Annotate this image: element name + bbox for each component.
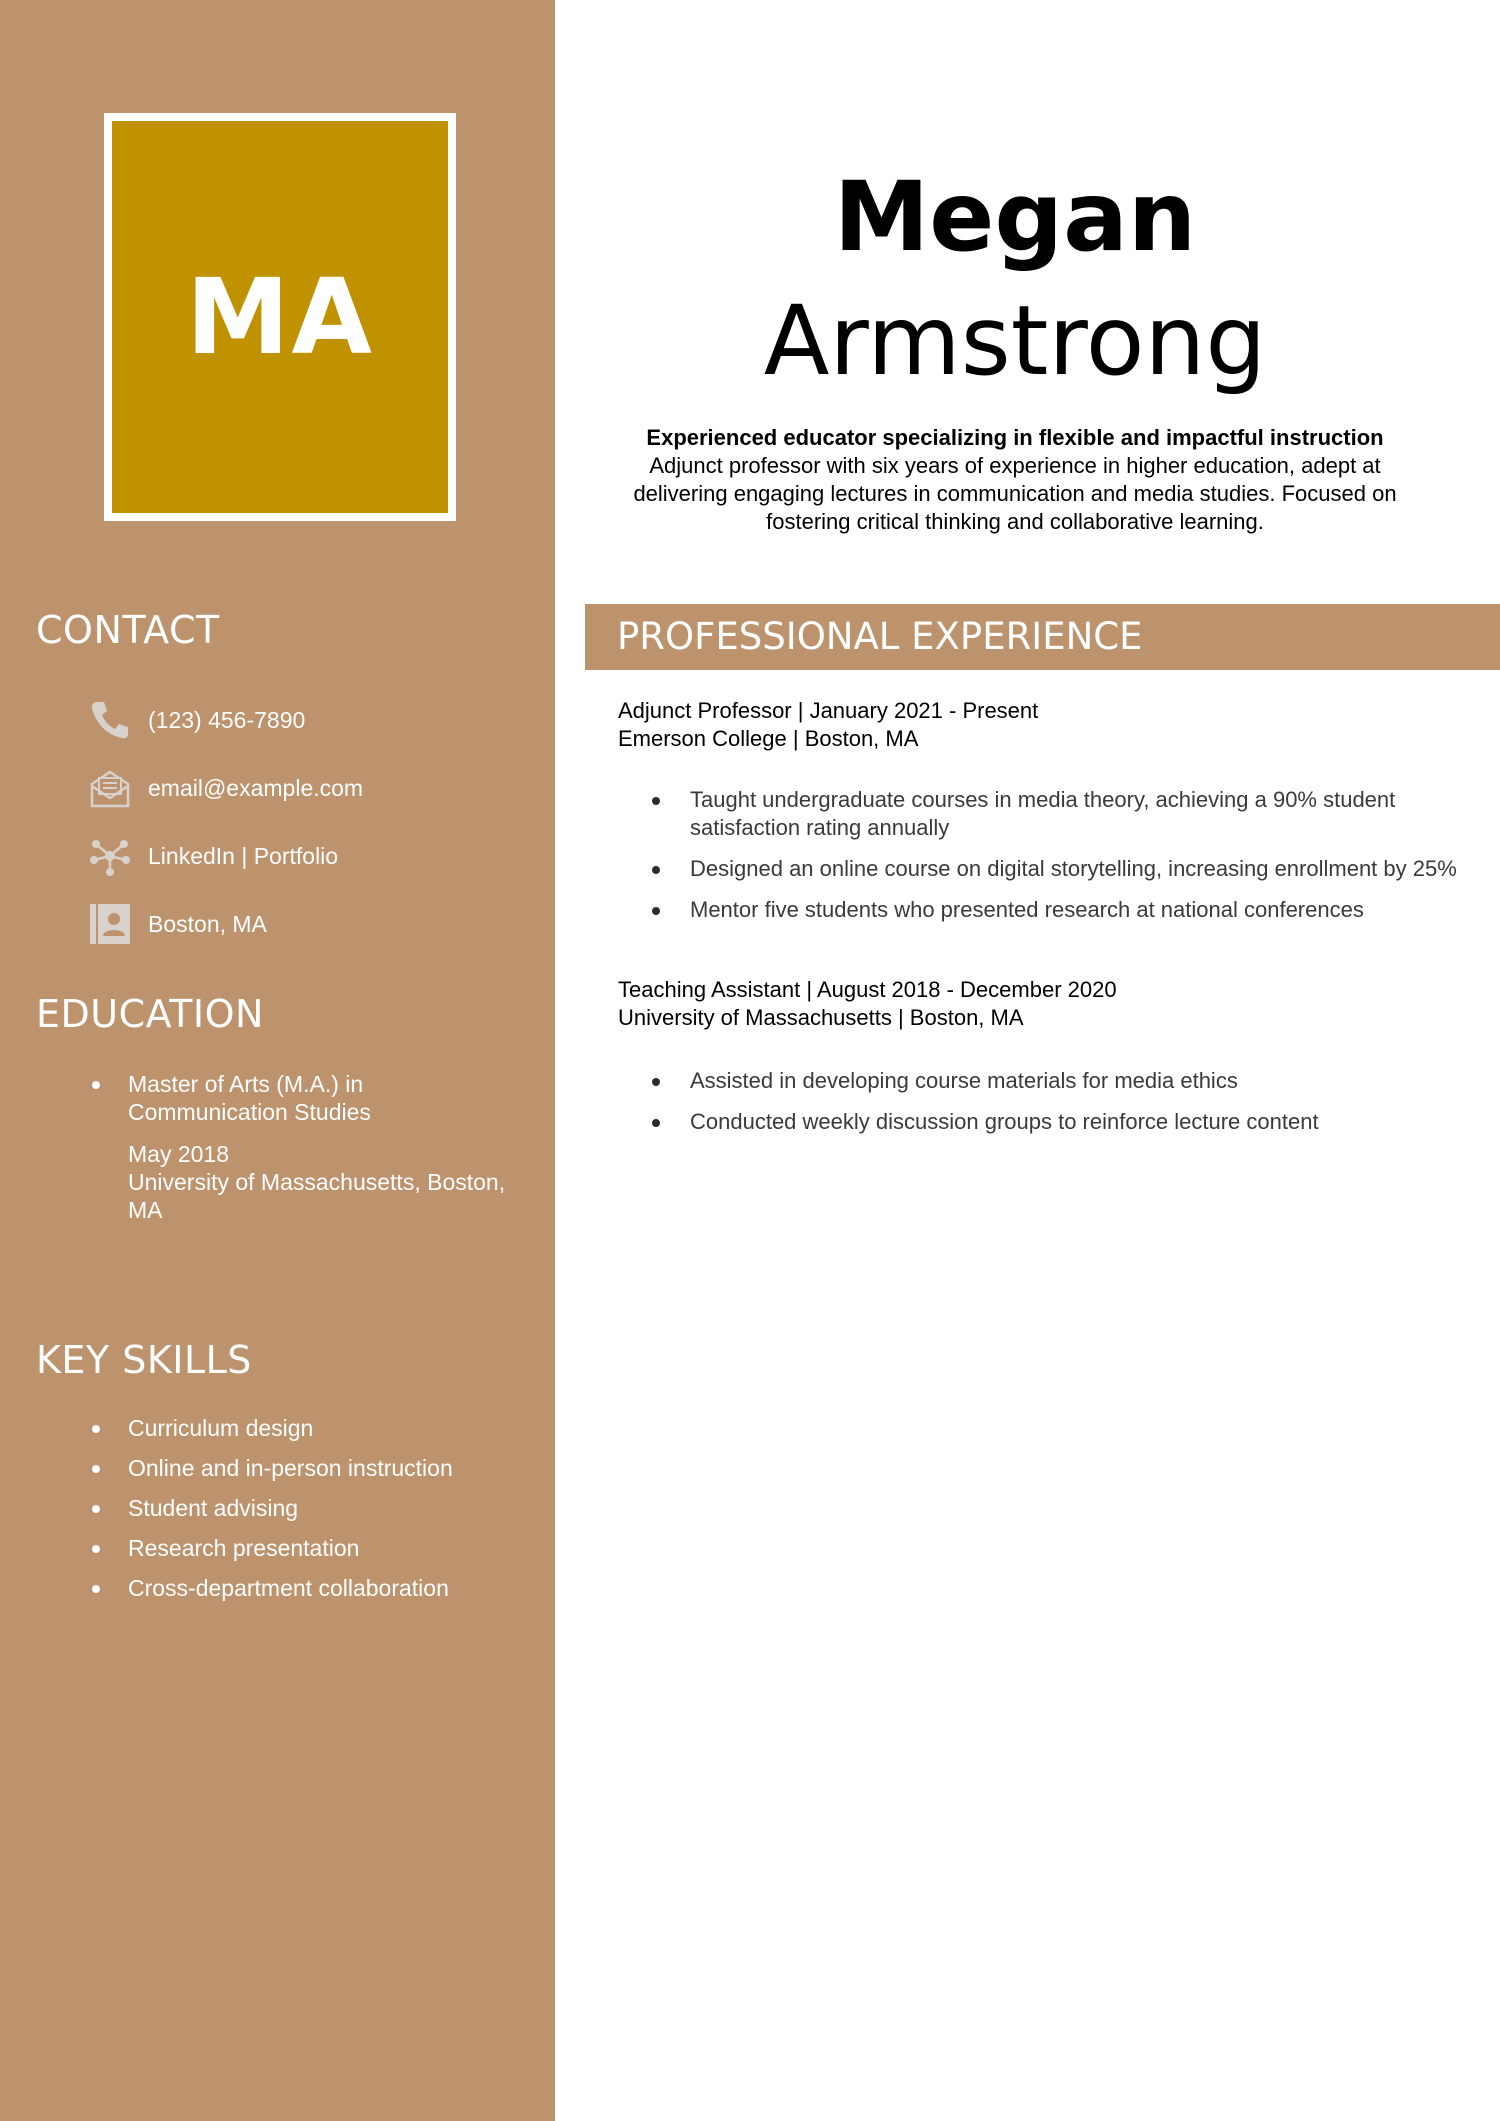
- education-degree: Master of Arts (M.A.) in Communication Studies: [88, 1070, 528, 1126]
- name-last: Armstrong: [763, 285, 1267, 397]
- skill-item: Curriculum design: [88, 1414, 528, 1442]
- job-org: University of Massachusetts | Boston, MA: [618, 1005, 1024, 1030]
- skill-item: Student advising: [88, 1494, 528, 1522]
- network-icon: [88, 834, 132, 878]
- summary-body: Adjunct professor with six years of experience in higher education, adept at delivering engaging lectures in communication and media studies. Focused on fostering critical thinking and collaborative learning.: [633, 453, 1397, 534]
- contact-links: [88, 822, 363, 890]
- job-bullet: Designed an online course on digital storytelling, increasing enrollment by 25%: [652, 855, 1472, 883]
- job-bullet-list: [652, 786, 1472, 937]
- skill-item: Cross-department collaboration: [88, 1574, 528, 1602]
- location-text: Boston, MA: [148, 910, 267, 937]
- education-heading: EDUCATION: [36, 992, 264, 1036]
- job-bullet: Conducted weekly discussion groups to reinforce lecture content: [652, 1108, 1472, 1136]
- name-first: Megan: [833, 161, 1197, 273]
- email-icon: [88, 766, 132, 810]
- skills-heading: KEY SKILLS: [36, 1338, 252, 1382]
- phone-icon: [88, 698, 132, 742]
- contact-list: [88, 686, 363, 958]
- education-date: May 2018: [128, 1141, 230, 1167]
- phone-text[interactable]: (123) 456-7890: [148, 706, 306, 733]
- monogram-box: [104, 113, 456, 521]
- sidebar: [0, 0, 555, 2121]
- job-bullet: Assisted in developing course materials for media ethics: [652, 1067, 1472, 1095]
- skills-list: [88, 1414, 528, 1614]
- links-text[interactable]: LinkedIn | Portfolio: [148, 842, 339, 869]
- monogram: MA: [186, 256, 374, 378]
- skill-item: Online and in-person instruction: [88, 1454, 528, 1482]
- summary-title: Experienced educator specializing in flexible and impactful instruction: [646, 425, 1384, 450]
- job-bullet-list: [652, 1067, 1472, 1149]
- email-text[interactable]: email@example.com: [148, 774, 364, 801]
- location-card-icon: [88, 902, 132, 946]
- job-header: [618, 697, 1038, 753]
- job-bullet: Taught undergraduate courses in media theory, achieving a 90% student satisfaction rating annually: [652, 786, 1472, 842]
- summary: [600, 424, 1430, 536]
- job-title: Adjunct Professor | January 2021 - Present: [618, 698, 1039, 723]
- skill-item: Research presentation: [88, 1534, 528, 1562]
- experience-heading: PROFESSIONAL EXPERIENCE: [585, 604, 1500, 670]
- job-bullet: Mentor five students who presented research at national conferences: [652, 896, 1472, 924]
- education-list: [88, 1070, 528, 1126]
- education-school: University of Massachusetts, Boston, MA: [128, 1169, 506, 1223]
- contact-phone: [88, 686, 363, 754]
- education-details: [88, 1126, 528, 1224]
- contact-email: [88, 754, 363, 822]
- job-org: Emerson College | Boston, MA: [618, 726, 919, 751]
- job-title: Teaching Assistant | August 2018 - December 2020: [618, 977, 1117, 1002]
- contact-location: [88, 890, 363, 958]
- contact-heading: CONTACT: [36, 608, 220, 652]
- job-header: [618, 976, 1117, 1032]
